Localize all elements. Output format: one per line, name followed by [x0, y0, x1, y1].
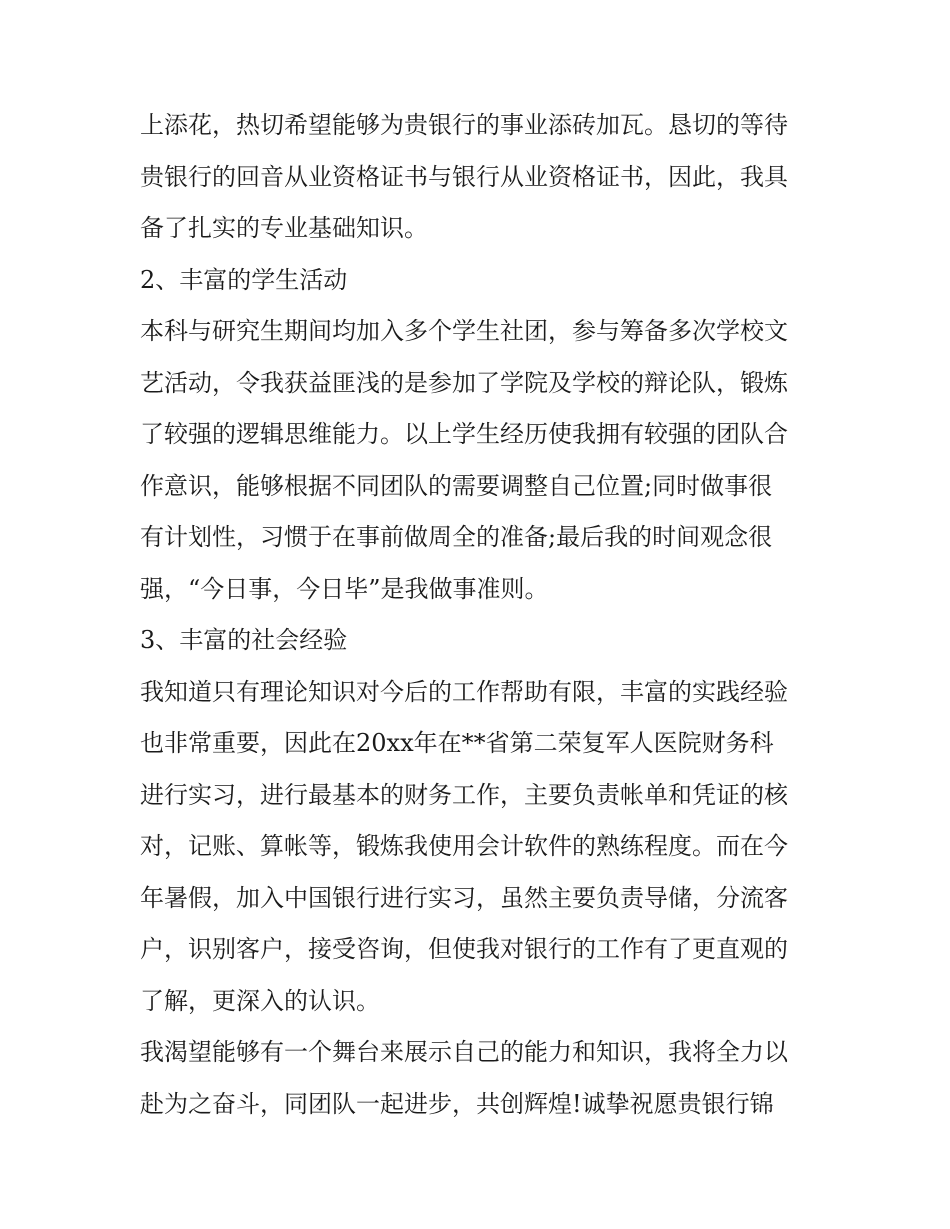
text-line: 备了扎实的专业基础知识。 [140, 214, 428, 242]
text-line: 作意识，能够根据不同团队的需要调整自己位置;同时做事很 [140, 471, 773, 500]
text-line: 对，记账、算帐等，锻炼我使用会计软件的熟练程度。而在今 [140, 832, 788, 860]
text-line: 户，识别客户，接受咨询，但使我对银行的工作有了更直观的 [140, 935, 788, 963]
text-line: 赴为之奋斗，同团队一起进步，共创辉煌!诚挚祝愿贵银行锦 [140, 1089, 774, 1118]
section-heading: 2、丰富的学生活动 [140, 265, 348, 294]
text-line: 贵银行的回音从业资格证书与银行从业资格证书，因此，我具 [140, 162, 788, 191]
text-line: 进行实习，进行最基本的财务工作，主要负责帐单和凭证的核 [140, 780, 788, 809]
text-line: 了较强的逻辑思维能力。以上学生经历使我拥有较强的团队合 [140, 420, 788, 448]
text-line: 艺活动，令我获益匪浅的是参加了学院及学校的辩论队，锻炼 [140, 368, 788, 397]
text-line: 上添花，热切希望能够为贵银行的事业添砖加瓦。恳切的等待 [140, 111, 788, 139]
text-line: 了解，更深入的认识。 [140, 986, 380, 1015]
text-line: 有计划性，习惯于在事前做周全的准备;最后我的时间观念很 [140, 523, 773, 551]
text-line: 我知道只有理论知识对今后的工作帮助有限，丰富的实践经验 [140, 677, 788, 706]
text-line: 我渴望能够有一个舞台来展示自己的能力和知识，我将全力以 [140, 1038, 788, 1066]
section-heading: 3、丰富的社会经验 [140, 626, 348, 654]
text-line: 也非常重要，因此在20xx年在**省第二荣复军人医院财务科 [140, 729, 774, 757]
text-line: 本科与研究生期间均加入多个学生社团，参与筹备多次学校文 [140, 317, 788, 345]
text-line: 年暑假，加入中国银行进行实习，虽然主要负责导储，分流客 [140, 883, 788, 912]
text-line: 强，“今日事，今日毕”是我做事准则。 [140, 574, 549, 603]
document-body [140, 100, 820, 1130]
